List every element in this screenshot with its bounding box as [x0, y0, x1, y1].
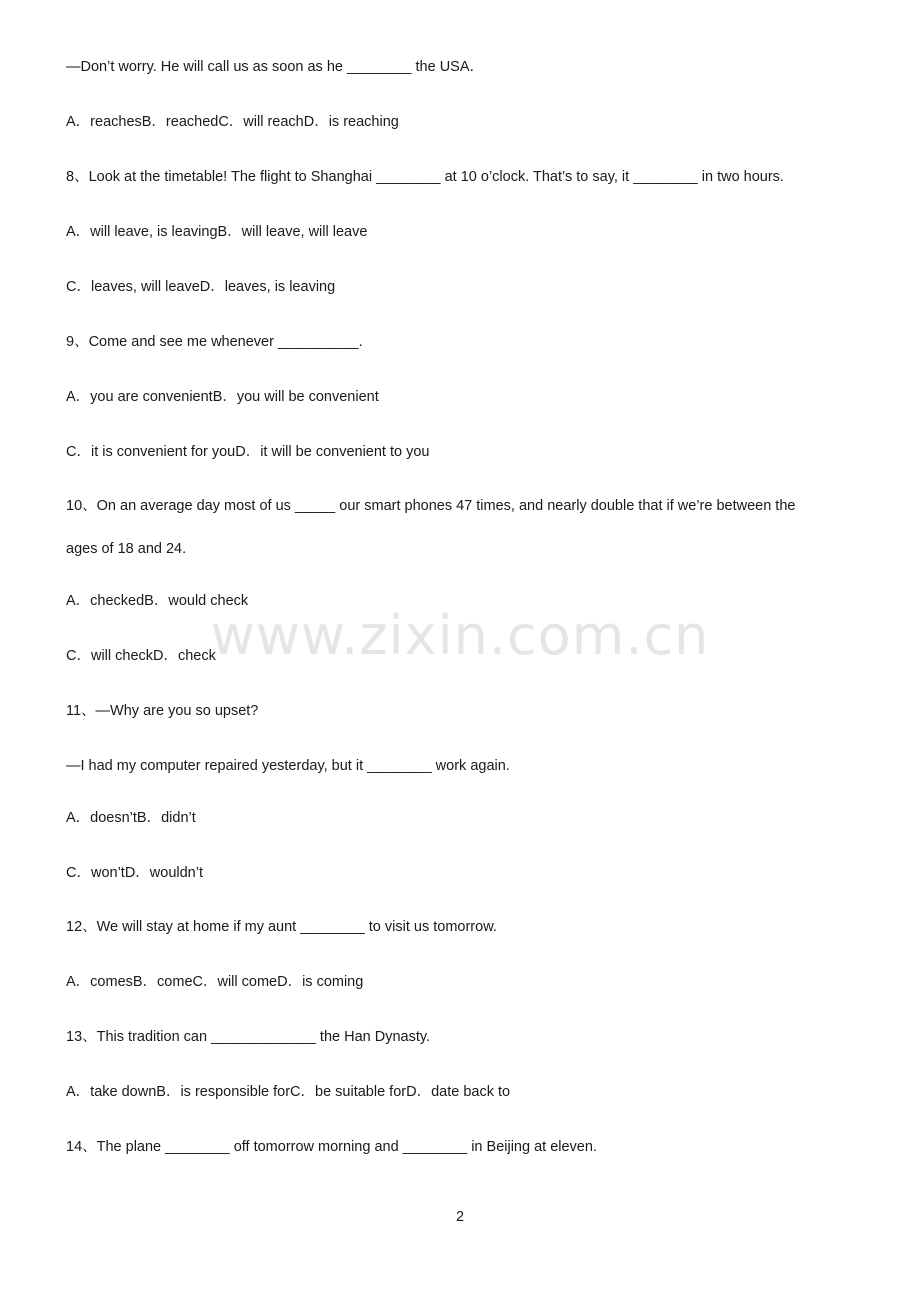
question-10-text: 10、On an average day most of us _____ our smart phones 47 times, and nearly double that if we’re between the — [66, 498, 796, 514]
question-13-text: 13、This tradition can _____________ the Han Dynasty. — [66, 1029, 431, 1045]
question-10-options-ab: A．checkedB．would check — [66, 593, 249, 609]
watermark: www.zixin.com.cn — [210, 604, 710, 667]
question-11-reply: —I had my computer repaired yesterday, but it ________ work again. — [66, 758, 510, 774]
page-number: 2 — [455, 1209, 465, 1225]
question-8-options-ab: A．will leave, is leavingB．will leave, will leave — [66, 224, 368, 240]
question-11-text: 11、—Why are you so upset? — [66, 703, 259, 719]
question-9-options-ab: A．you are convenientB．you will be convenient — [66, 389, 379, 405]
question-7-answer-prompt: —Don’t worry. He will call us as soon as he ________ the USA． — [66, 59, 485, 75]
question-10-options-cd: C．will checkD．check — [66, 648, 216, 664]
question-7-options: A．reachesB．reachedC．will reachD．is reaching — [66, 114, 399, 130]
question-11-options-cd: C．won’tD．wouldn’t — [66, 865, 203, 881]
question-14-text: 14、The plane ________ off tomorrow morning and ________ in Beijing at eleven. — [66, 1139, 597, 1155]
question-12-options: A．comesB．comeC．will comeD．is coming — [66, 974, 364, 990]
question-9-options-cd: C．it is convenient for youD．it will be convenient to you — [66, 444, 430, 460]
question-8-options-cd: C．leaves, will leaveD．leaves, is leaving — [66, 279, 336, 295]
question-12-text: 12、We will stay at home if my aunt ________ to visit us tomorrow. — [66, 919, 497, 935]
question-13-options: A．take downB．is responsible forC．be suitable forD．date back to — [66, 1084, 511, 1100]
question-10-text-continued: ages of 18 and 24. — [66, 541, 187, 557]
question-9-text: 9、Come and see me whenever __________. — [66, 334, 363, 350]
question-8-text: 8、Look at the timetable! The flight to Shanghai ________ at 10 o’clock. That’s to say, it ________ in two hours. — [66, 169, 784, 185]
question-11-options-ab: A．doesn’tB．didn’t — [66, 810, 196, 826]
